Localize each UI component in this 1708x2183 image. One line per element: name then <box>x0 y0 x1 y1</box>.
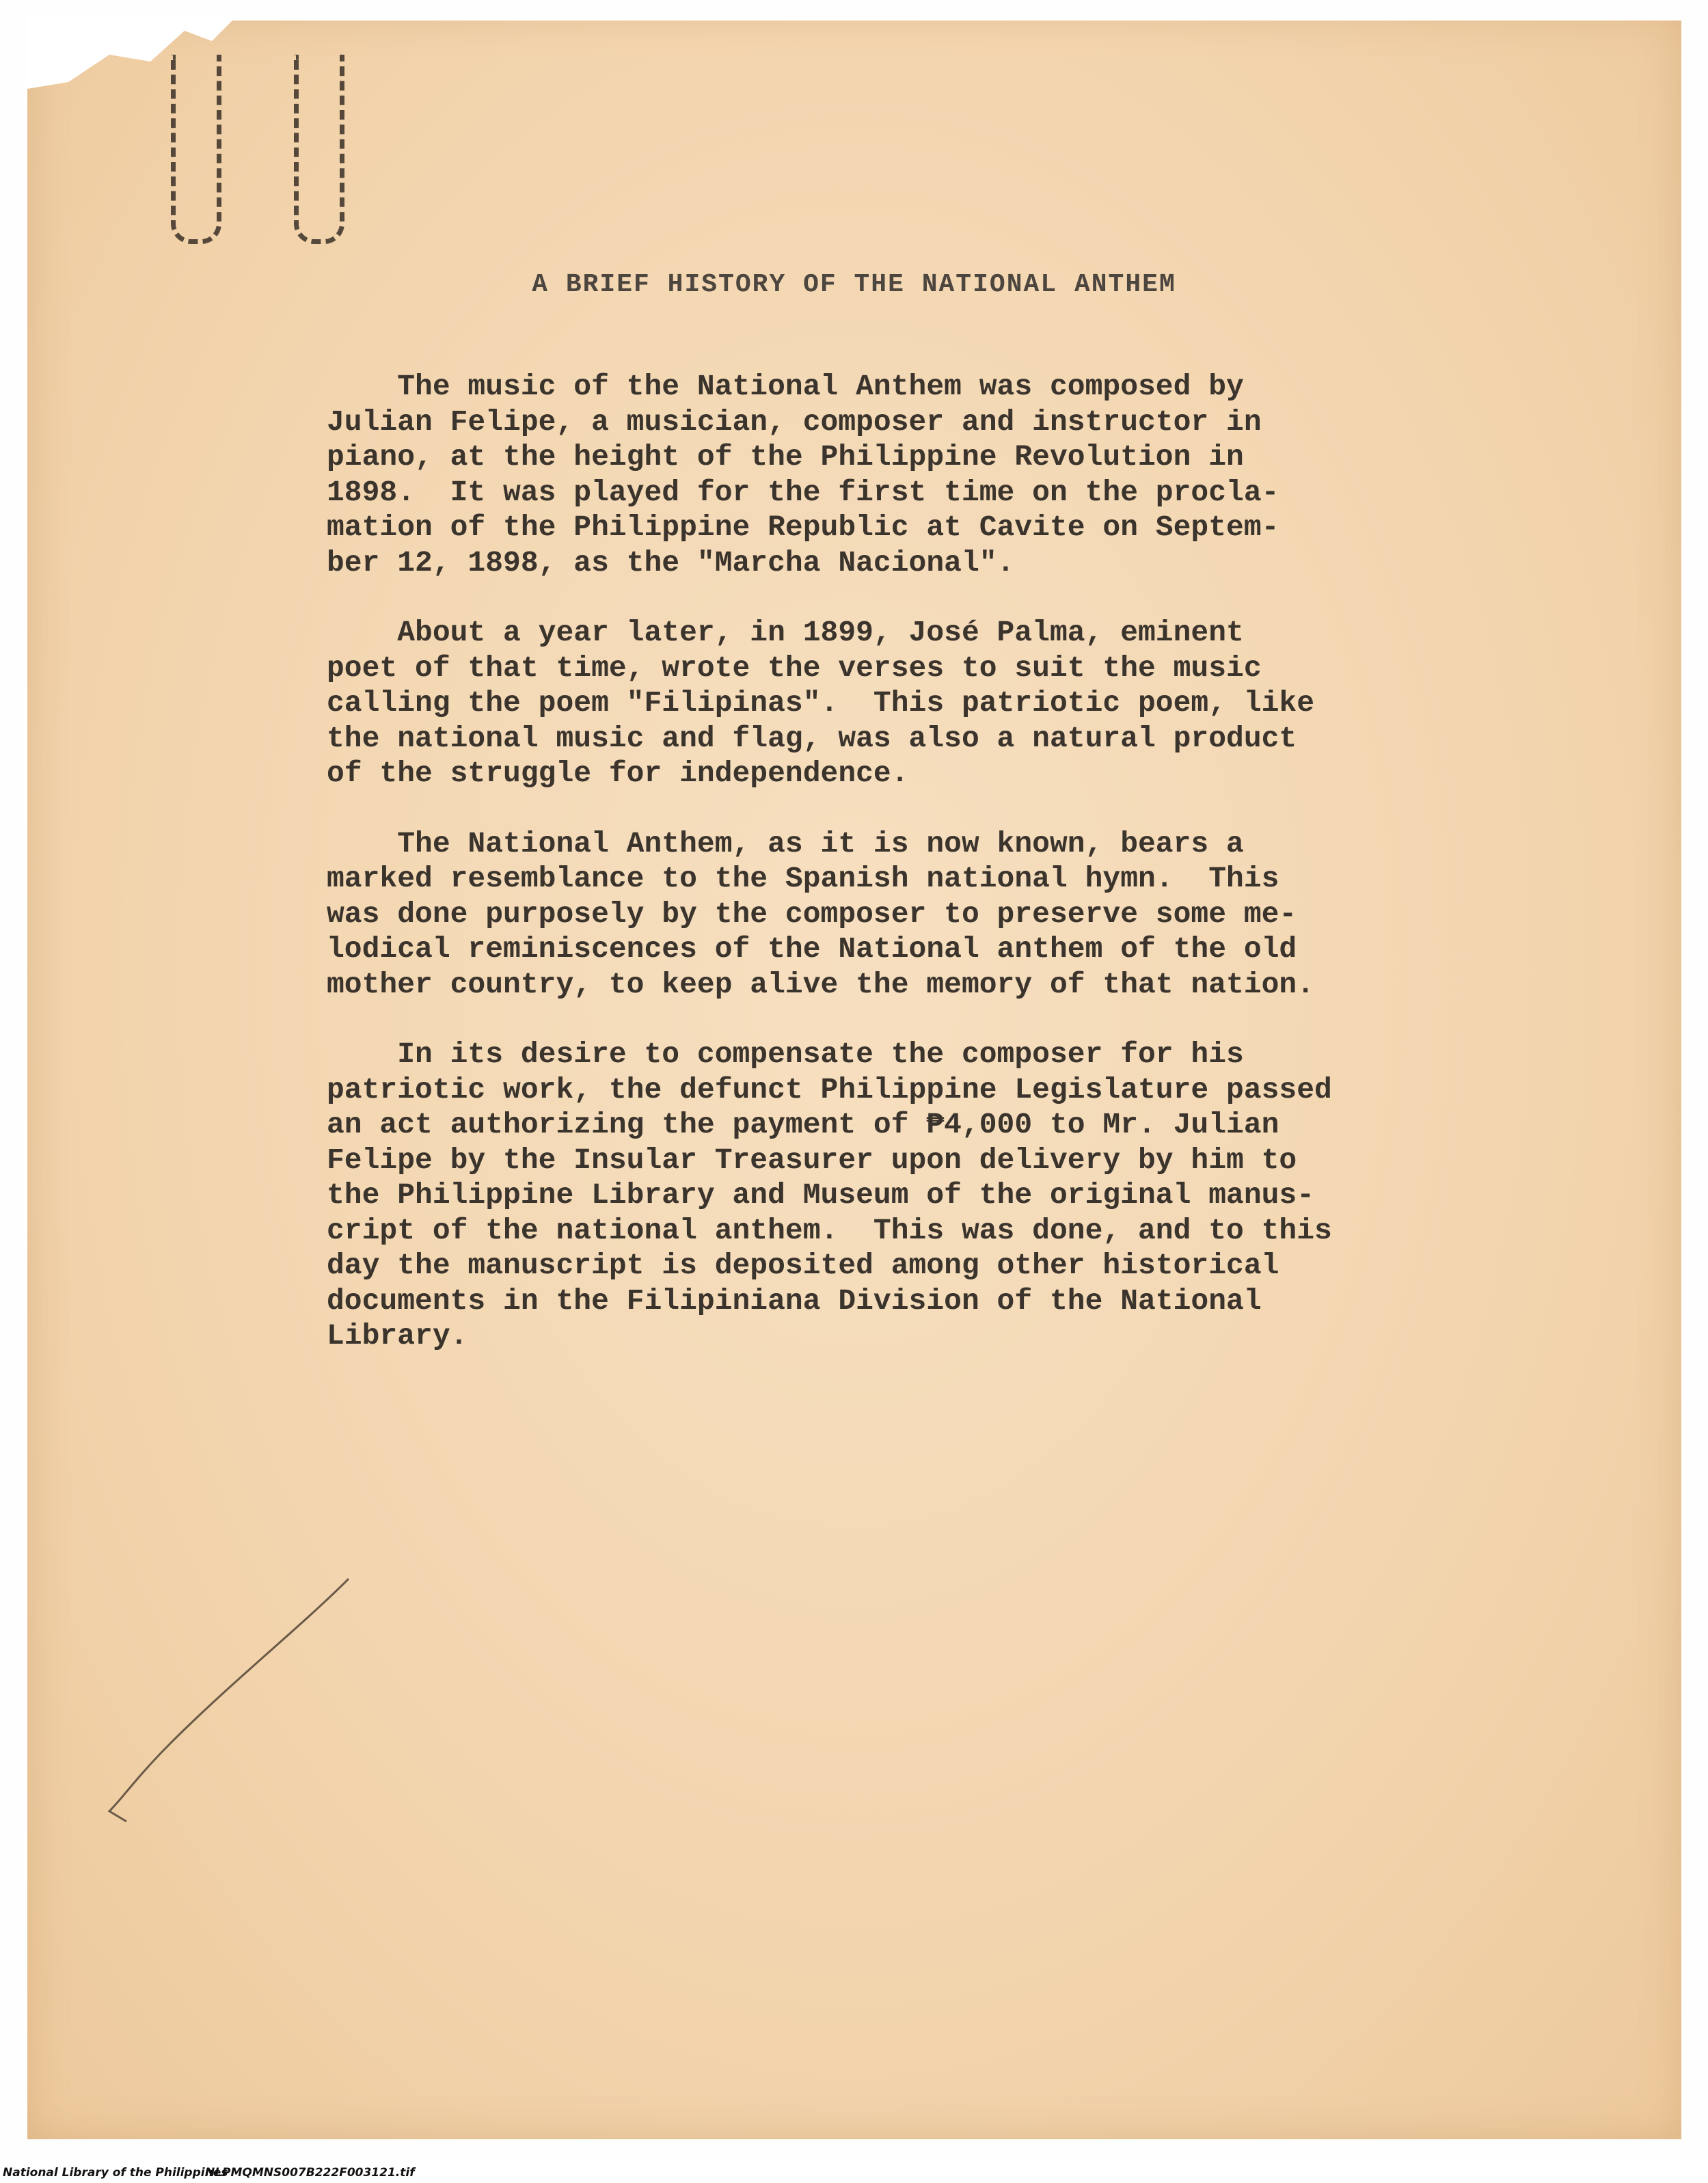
paperclip-mark-right <box>294 55 344 244</box>
paragraph-verses: About a year later, in 1899, José Palma, eminent poet of that time, wrote the verses to suit the music calling the poem "Filipinas". This patriotic poem, like the national music and flag, was also a natural product of the struggle for independence. <box>327 616 1315 790</box>
archive-footer <box>0 2163 1708 2183</box>
paragraph-music-composition: The music of the National Anthem was composed by Julian Felipe, a musician, composer and instructor in piano, at the height of the Philippine Revolution in 1898. It was played for the first time on the procla- mation of the Philippine Republic at Cavite on Septem- ber 12, 1898, as the "Marcha Nacional". <box>327 370 1279 580</box>
footer-file-id: NLPMQMNS007B222F003121.tif <box>205 2166 415 2180</box>
paragraph-resemblance: The National Anthem, as it is now known, bears a marked resemblance to the Spanish national hymn. This was done purposely by the composer to preserve some me- lodical reminiscences of the National anthem of the old mother country, to keep alive the memory of that nation. <box>327 826 1315 1001</box>
document-title: A BRIEF HISTORY OF THE NATIONAL ANTHEM <box>532 270 1176 299</box>
paragraph-compensation: In its desire to compensate the composer for his patriotic work, the defunct Philippine Legislature passed an act authorizing the payment of ₱4,000 to Mr. Julian Felipe by the Insular Treasurer upon delivery by him to the Philippine Library and Museum of the original manus- cript of the national anthem. This was done, and to this day the manuscript is deposited among other historical documents in the Filipiniana Division of the National Library. <box>327 1038 1332 1353</box>
document-body <box>327 369 1523 1389</box>
paperclip-mark-left <box>171 55 221 244</box>
torn-top-edge <box>27 14 1681 109</box>
footer-institution: National Library of the Philippines <box>3 2166 228 2180</box>
pencil-stroke-mark <box>96 1572 369 1832</box>
